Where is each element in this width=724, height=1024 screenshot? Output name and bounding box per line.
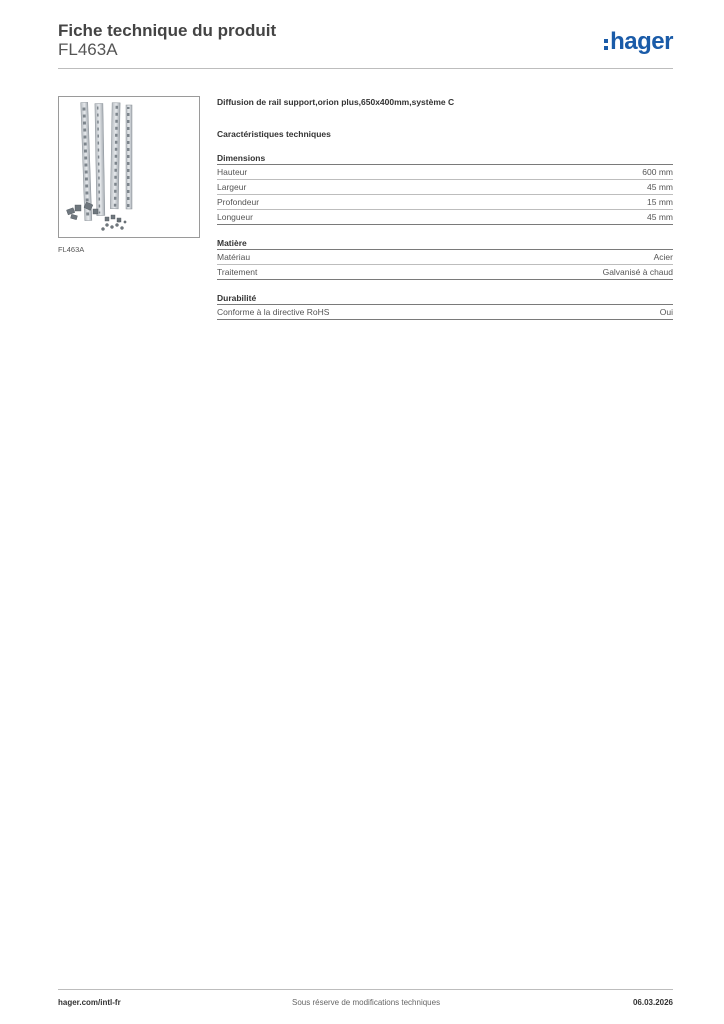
spec-value: Acier xyxy=(653,252,673,262)
footer-divider xyxy=(58,989,673,990)
spec-value: Oui xyxy=(659,307,673,317)
product-description: Diffusion de rail support,orion plus,650x400mm,système C xyxy=(217,97,455,107)
spec-row-profondeur xyxy=(217,195,673,210)
spec-label: Longueur xyxy=(217,212,253,222)
spec-row-materiau xyxy=(217,250,673,265)
spec-label: Profondeur xyxy=(217,197,260,207)
product-reference: FL463A xyxy=(58,40,118,59)
section-dimensions xyxy=(217,152,673,225)
spec-row-largeur xyxy=(217,180,673,195)
spec-label: Traitement xyxy=(217,267,258,277)
spec-value: Galvanisé à chaud xyxy=(602,267,673,277)
spec-label: Conforme à la directive RoHS xyxy=(217,307,330,317)
spec-row-longueur xyxy=(217,210,673,225)
spec-label: Matériau xyxy=(217,252,251,262)
logo-dots-icon xyxy=(604,36,608,51)
spec-row-rohs xyxy=(217,305,673,320)
section-matiere xyxy=(217,237,673,280)
characteristics-heading: Caractéristiques techniques xyxy=(217,129,331,139)
product-image-caption: FL463A xyxy=(58,245,85,254)
hager-logo[interactable] xyxy=(604,29,673,55)
spec-row-traitement xyxy=(217,265,673,280)
spec-label: Largeur xyxy=(217,182,247,192)
product-image xyxy=(58,96,200,238)
spec-value: 45 mm xyxy=(647,212,673,222)
spec-value: 15 mm xyxy=(647,197,673,207)
page-title: Fiche technique du produit xyxy=(58,21,277,40)
logo-text: hager xyxy=(610,28,673,55)
spec-value: 45 mm xyxy=(647,182,673,192)
header-divider xyxy=(58,68,673,69)
footer-date: 06.03.2026 xyxy=(632,998,673,1007)
section-title: Matière xyxy=(217,237,673,250)
technical-specifications xyxy=(217,96,673,320)
section-title: Dimensions xyxy=(217,152,673,165)
support-rails-illustration xyxy=(59,97,199,237)
spec-label: Hauteur xyxy=(217,167,248,177)
spec-value: 600 mm xyxy=(642,167,673,177)
section-durabilite xyxy=(217,292,673,320)
footer-disclaimer: Sous réserve de modifications techniques xyxy=(292,998,441,1007)
section-title: Durabilité xyxy=(217,292,673,305)
footer-website-link[interactable]: hager.com/intl-fr xyxy=(58,998,121,1007)
spec-row-hauteur xyxy=(217,165,673,180)
